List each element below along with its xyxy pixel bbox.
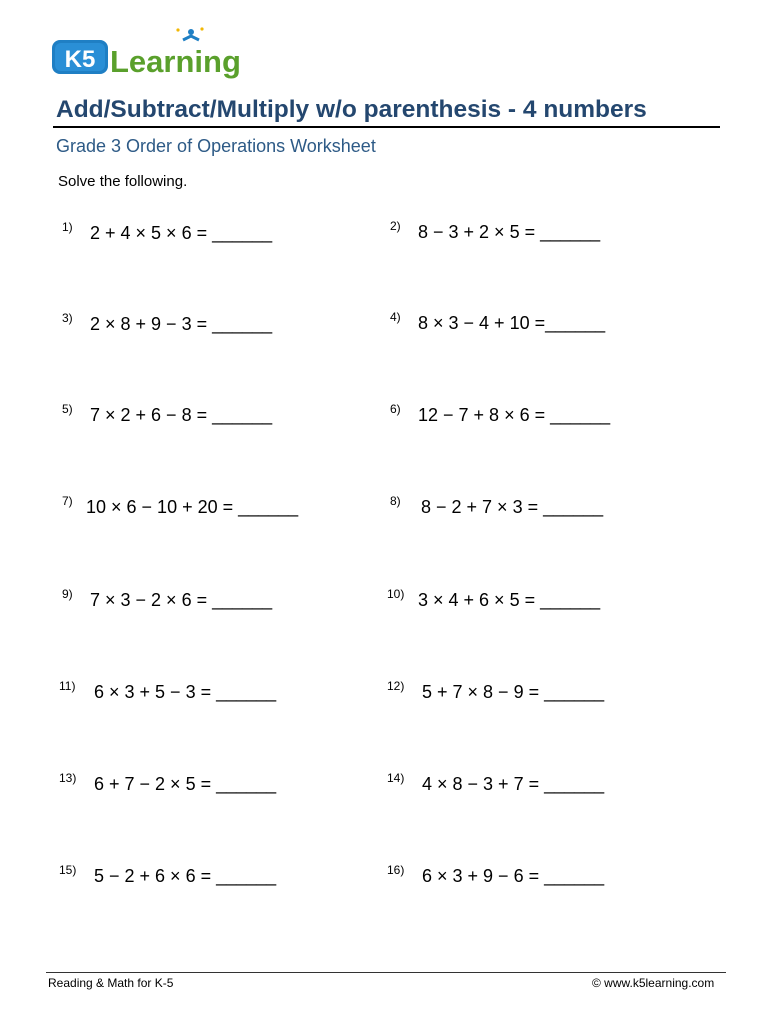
problem-number: 6) (390, 402, 401, 416)
problem-number: 2) (390, 219, 401, 233)
problem-number: 11) (59, 679, 76, 693)
footer-tagline: Reading & Math for K-5 (48, 976, 174, 990)
problem-expression: 8 − 3 + 2 × 5 = ______ (418, 222, 601, 242)
problem-number: 10) (387, 587, 405, 601)
problem-number: 16) (387, 863, 405, 877)
svg-text:Learning: Learning (110, 44, 241, 79)
problem-number: 8) (390, 494, 401, 508)
problem-expression: 10 × 6 − 10 + 20 = ______ (86, 497, 299, 517)
problem-expression: 3 × 4 + 6 × 5 = ______ (418, 590, 601, 610)
problem-number: 14) (387, 771, 405, 785)
problem-expression: 4 × 8 − 3 + 7 = ______ (422, 774, 605, 794)
problem-number: 9) (62, 587, 73, 601)
footer-divider (46, 972, 726, 973)
problem-expression: 7 × 3 − 2 × 6 = ______ (90, 590, 273, 610)
problem-expression: 12 − 7 + 8 × 6 = ______ (418, 405, 611, 425)
title-divider (53, 126, 720, 128)
svg-text:K5: K5 (64, 46, 96, 73)
problem-expression: 6 × 3 + 9 − 6 = ______ (422, 866, 605, 886)
problem-expression: 6 + 7 − 2 × 5 = ______ (94, 774, 277, 794)
k5-learning-logo (50, 26, 250, 80)
page-title: Add/Subtract/Multiply w/o parenthesis - 4 numbers (56, 96, 647, 123)
footer-copyright: © www.k5learning.com (592, 976, 715, 990)
problem-expression: 2 + 4 × 5 × 6 = ______ (90, 223, 273, 243)
problem-expression: 6 × 3 + 5 − 3 = ______ (94, 682, 277, 702)
problem-number: 7) (62, 494, 73, 508)
problem-expression: 2 × 8 + 9 − 3 = ______ (90, 314, 273, 334)
problem-number: 1) (62, 220, 73, 234)
problem-number: 12) (387, 679, 405, 693)
instructions: Solve the following. (58, 173, 188, 190)
problem-expression: 5 + 7 × 8 − 9 = ______ (422, 682, 605, 702)
problem-number: 13) (59, 771, 77, 785)
problem-expression: 5 − 2 + 6 × 6 = ______ (94, 866, 277, 886)
worksheet-subtitle: Grade 3 Order of Operations Worksheet (56, 136, 376, 156)
problem-number: 15) (59, 863, 77, 877)
problem-number: 4) (390, 310, 401, 324)
problem-number: 5) (62, 402, 73, 416)
problem-number: 3) (62, 311, 73, 325)
problem-expression: 8 − 2 + 7 × 3 = ______ (421, 497, 604, 517)
problem-expression: 8 × 3 − 4 + 10 =______ (418, 313, 606, 333)
problem-expression: 7 × 2 + 6 − 8 = ______ (90, 405, 273, 425)
